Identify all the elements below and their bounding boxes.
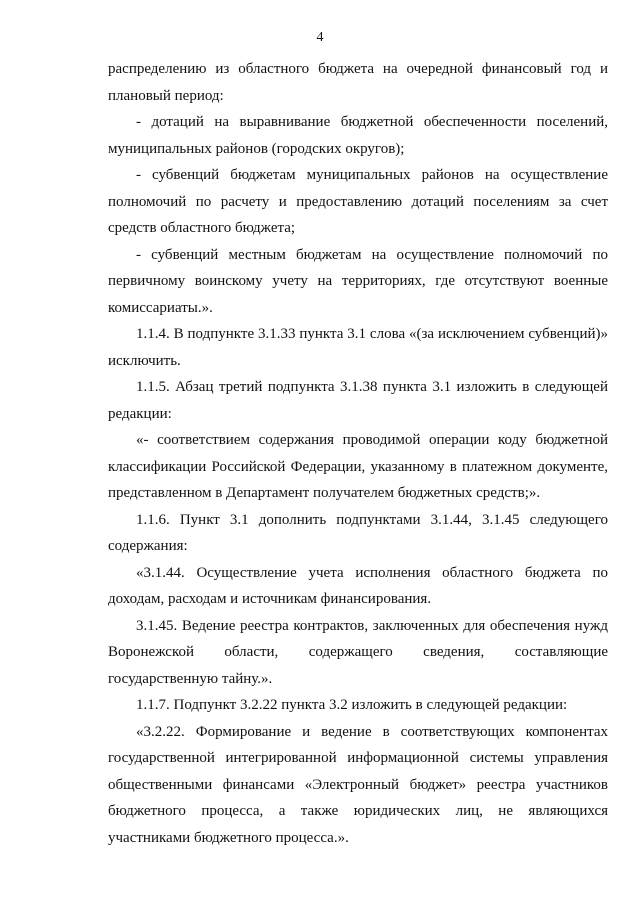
paragraph-1-1-7: 1.1.7. Подпункт 3.2.22 пункта 3.2 изложить в следующей редакции: bbox=[136, 697, 568, 713]
paragraph-3-2-22: «3.2.22. Формирование и ведение в соответствующих компонентах государственной интегрированной информационной системы управления общественными финансами «Электронный бюджет» реестра участников бюджетного процесса, а также юридических лиц, не являющихся участниками бюджетного процесса.». bbox=[108, 723, 608, 846]
document-body bbox=[108, 56, 608, 851]
paragraph-1-1-5: 1.1.5. Абзац третий подпункта 3.1.38 пункта 3.1 изложить в следующей редакции: bbox=[108, 379, 608, 422]
paragraph-1-1-4: 1.1.4. В подпункте 3.1.33 пункта 3.1 слова «(за исключением субвенций)» исключить. bbox=[108, 326, 608, 369]
paragraph-quote-classification: «- соответствием содержания проводимой операции коду бюджетной классификации Российской Федерации, указанному в платежном документе, представленном в Департамент получателем бюджетных средств;». bbox=[108, 432, 608, 501]
paragraph-list-item-subventions-military: - субвенций местным бюджетам на осуществление полномочий по первичному воинскому учету на территориях, где отсутствуют военные комиссариаты.». bbox=[108, 246, 608, 316]
paragraph-1-1-6: 1.1.6. Пункт 3.1 дополнить подпунктами 3.1.44, 3.1.45 следующего содержания: bbox=[108, 511, 608, 554]
paragraph-continuation: распределению из областного бюджета на очередной финансовый год и плановый период: bbox=[108, 61, 608, 104]
paragraph-list-item-dotations: - дотаций на выравнивание бюджетной обеспеченности поселений, муниципальных районов (городских округов); bbox=[108, 114, 608, 157]
paragraph-3-1-45-end: государственную тайну.». bbox=[108, 670, 273, 687]
paragraph-list-item-subventions-districts: - субвенций бюджетам муниципальных районов на осуществление полномочий по расчету и предоставлению дотаций поселениям за счет средств областного бюджета; bbox=[108, 167, 608, 236]
page-number: 4 bbox=[316, 30, 324, 45]
paragraph-3-1-45: 3.1.45. Ведение реестра контрактов, заключенных для обеспечения нужд Воронежской области, содержащего сведения, составляющие bbox=[108, 617, 608, 660]
paragraph-3-1-44: «3.1.44. Осуществление учета исполнения областного бюджета по доходам, расходам и источникам финансирования. bbox=[108, 564, 608, 607]
